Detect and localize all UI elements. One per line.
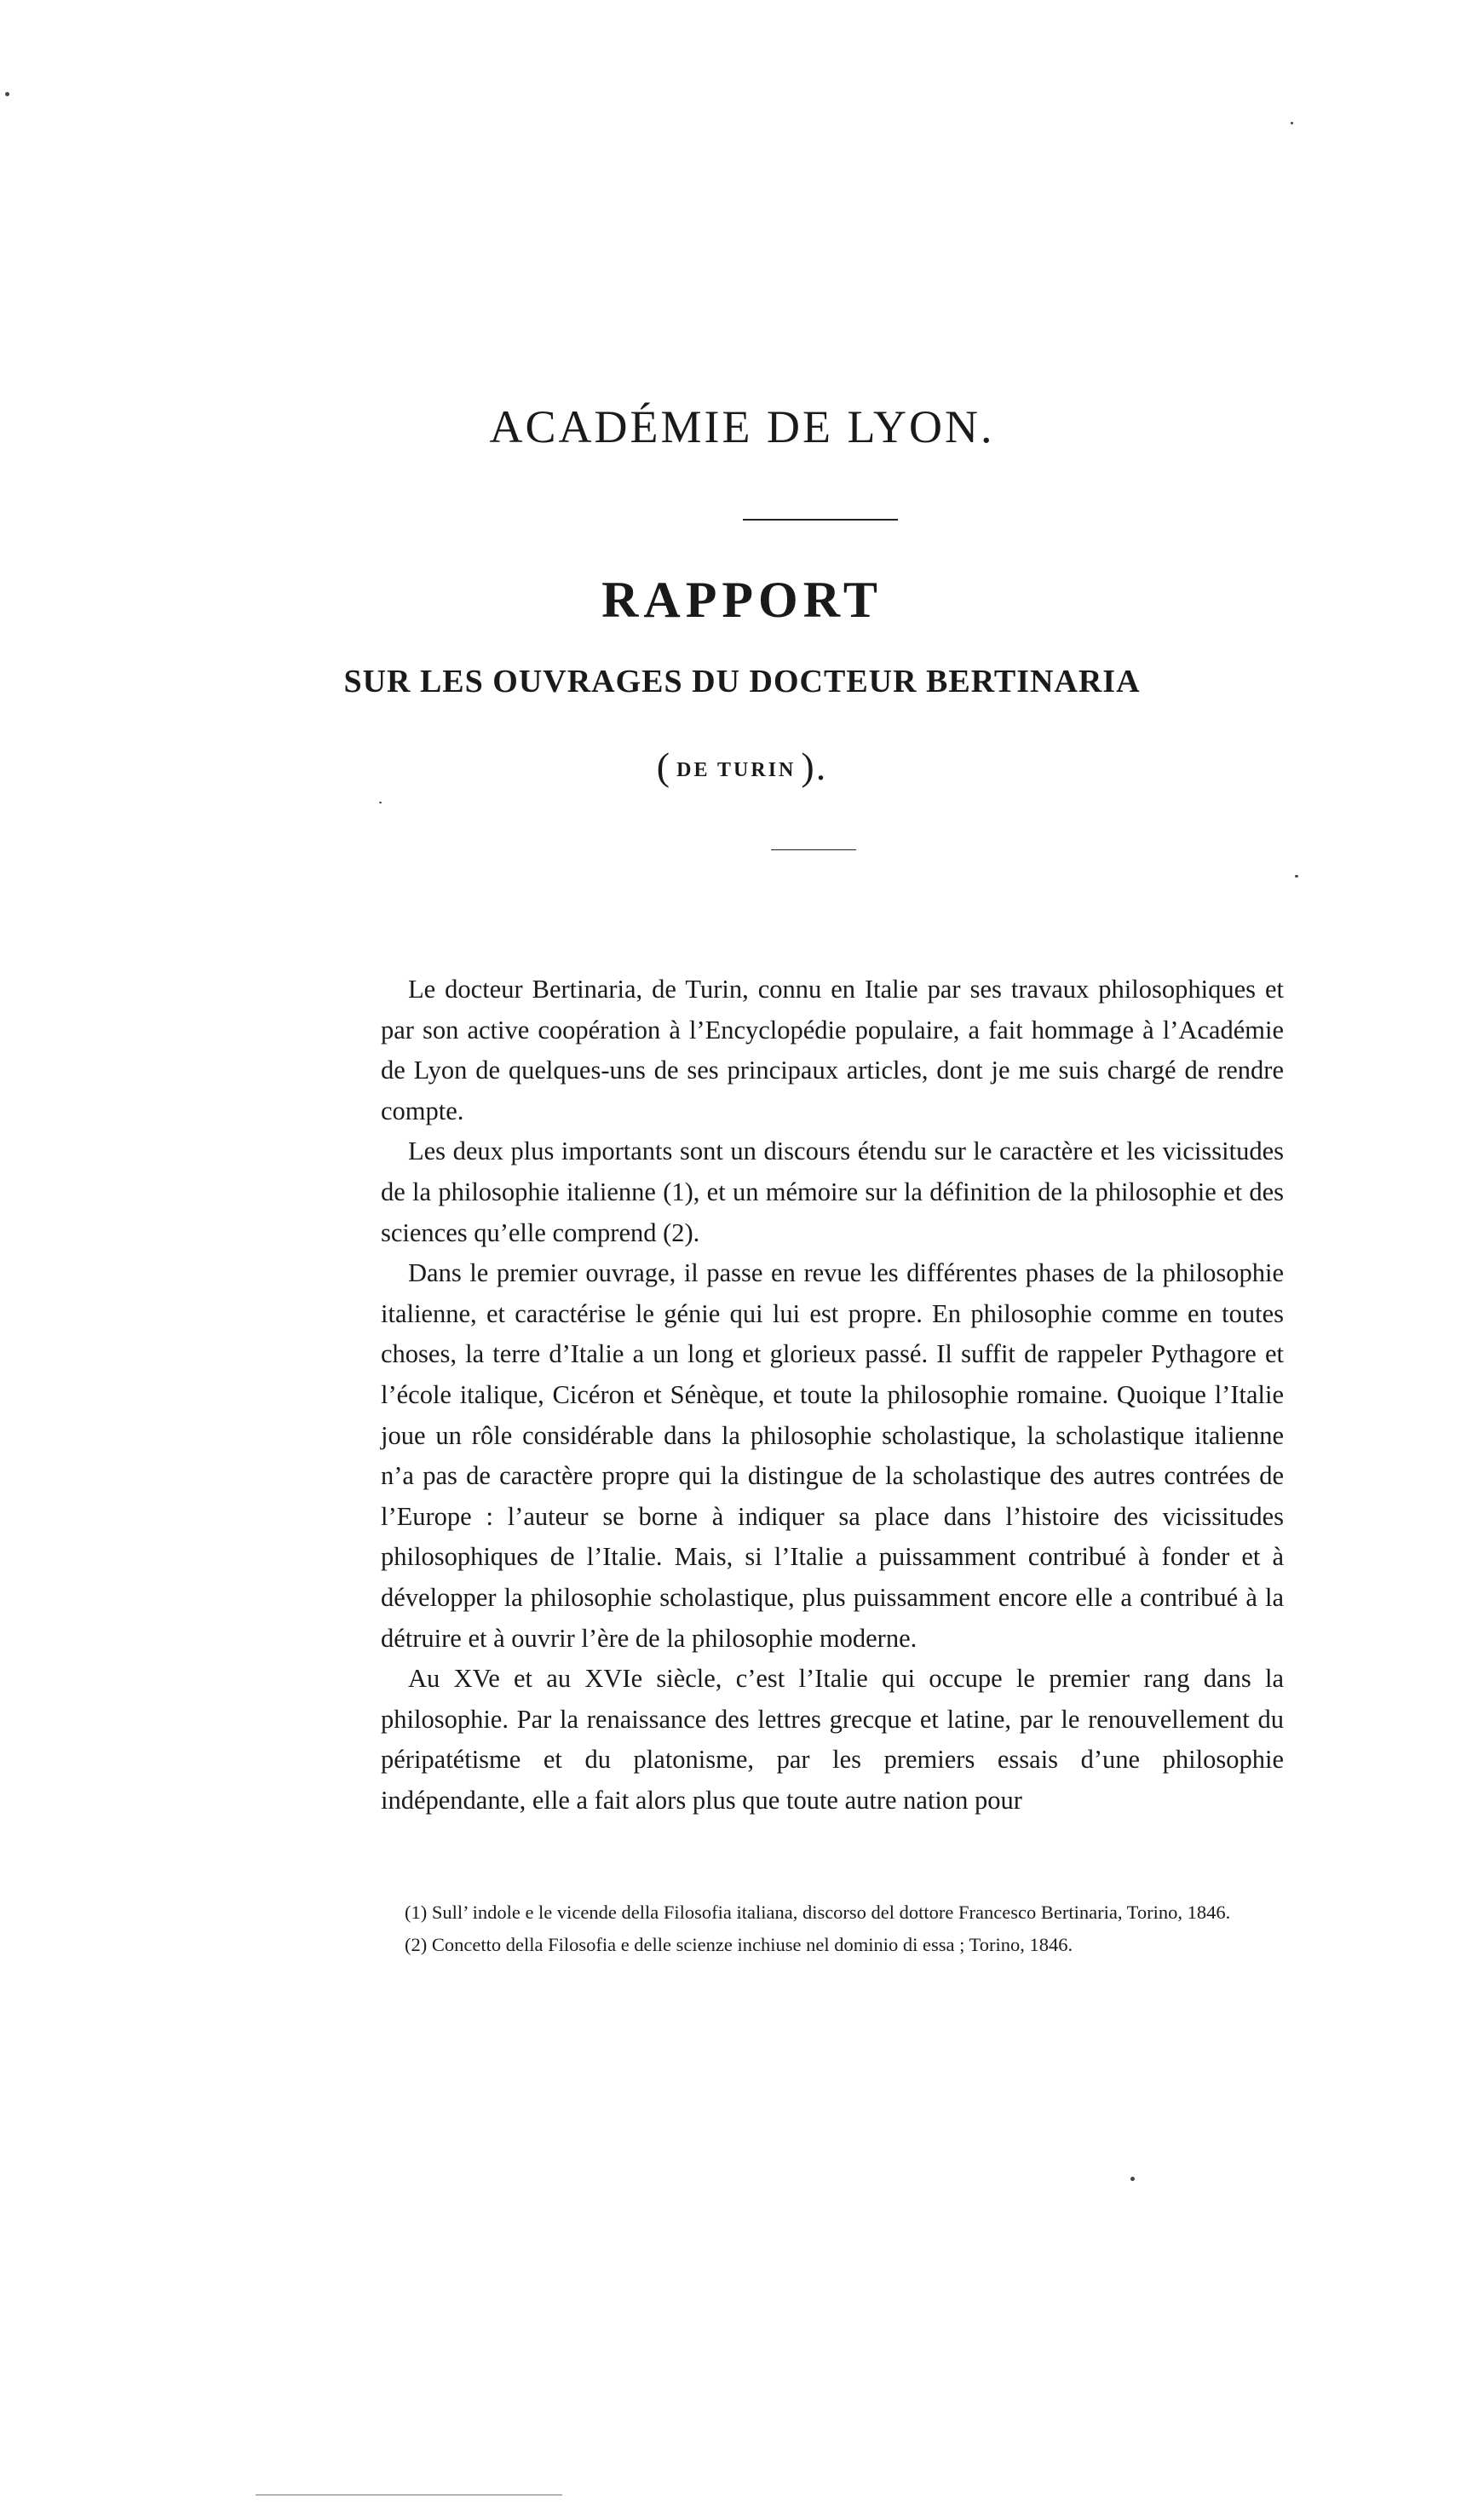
scan-speck [1130, 2177, 1135, 2181]
scan-speck [1295, 875, 1298, 878]
footnote: (1) Sull’ indole e le vicende della Filosofia italiana, discorso del dottore Francesco Bertinaria, Torino, 1846. [405, 1902, 1231, 1923]
paragraph: Au XVe et au XVIe siècle, c’est l’Italie qui occupe le premier rang dans la philosophie. Par la renaissance des lettres grecque et latine, par le renouvellement du péripatétisme et du platonisme, par les premiers essais d’une philosophie indépendante, elle a fait alors plus que toute autre nation pour [381, 1664, 1284, 1815]
origin-open-paren: ( [656, 745, 672, 788]
body-text [381, 970, 1284, 1821]
paragraph: Dans le premier ouvrage, il passe en revue les différentes phases de la philosophie italienne, et caractérise le génie qui lui est propre. En philosophie comme en toutes choses, la terre d’Italie a un long et glorieux passé. Il suffit de rappeler Pythagore et l’école italique, Cicéron et Sénèque, et toute la philosophie romaine. Quoique l’Italie joue un rôle considérable dans la philosophie scholastique, la scholastique italienne n’a pas de caractère propre qui la distingue de la scholastique des autres contrées de l’Europe : l’auteur se borne à indiquer sa place dans l’histoire des vicissitudes philosophiques de l’Italie. Mais, si l’Italie a puissamment contribué à fonder et à développer la philosophie scholastique, plus puissamment encore elle a contribué à la détruire et à ouvrir l’ère de la philosophie moderne. [381, 1258, 1284, 1653]
footnote: (2) Concetto della Filosofia e delle scienze inchiuse nel dominio di essa ; Torino, 1846. [405, 1934, 1073, 1955]
origin-close-paren: ). [801, 745, 828, 788]
origin-text: DE TURIN [676, 759, 797, 781]
paragraph: Les deux plus importants sont un discours étendu sur le caractère et les vicissitudes de la philosophie italienne (1), et un mémoire sur la définition de la philosophie et des sciences qu’elle comprend (2). [381, 1137, 1284, 1247]
divider-rule [743, 519, 898, 521]
academy-heading: ACADÉMIE DE LYON. [489, 401, 995, 452]
report-title: RAPPORT [601, 572, 883, 628]
scan-speck [5, 92, 9, 96]
paragraph: Le docteur Bertinaria, de Turin, connu en Italie par ses travaux philosophiques et par son active coopération à l’Encyclopédie populaire, a fait hommage à l’Académie de Lyon de quelques-uns de ses principaux articles, dont je me suis chargé de rendre compte. [381, 975, 1284, 1125]
report-origin [0, 744, 1484, 789]
divider-rule [771, 849, 856, 850]
scan-speck [379, 802, 382, 803]
footnotes [381, 1896, 1284, 1961]
scan-speck [1291, 122, 1293, 124]
report-subtitle: SUR LES OUVRAGES DU DOCTEUR BERTINARIA [343, 664, 1141, 699]
